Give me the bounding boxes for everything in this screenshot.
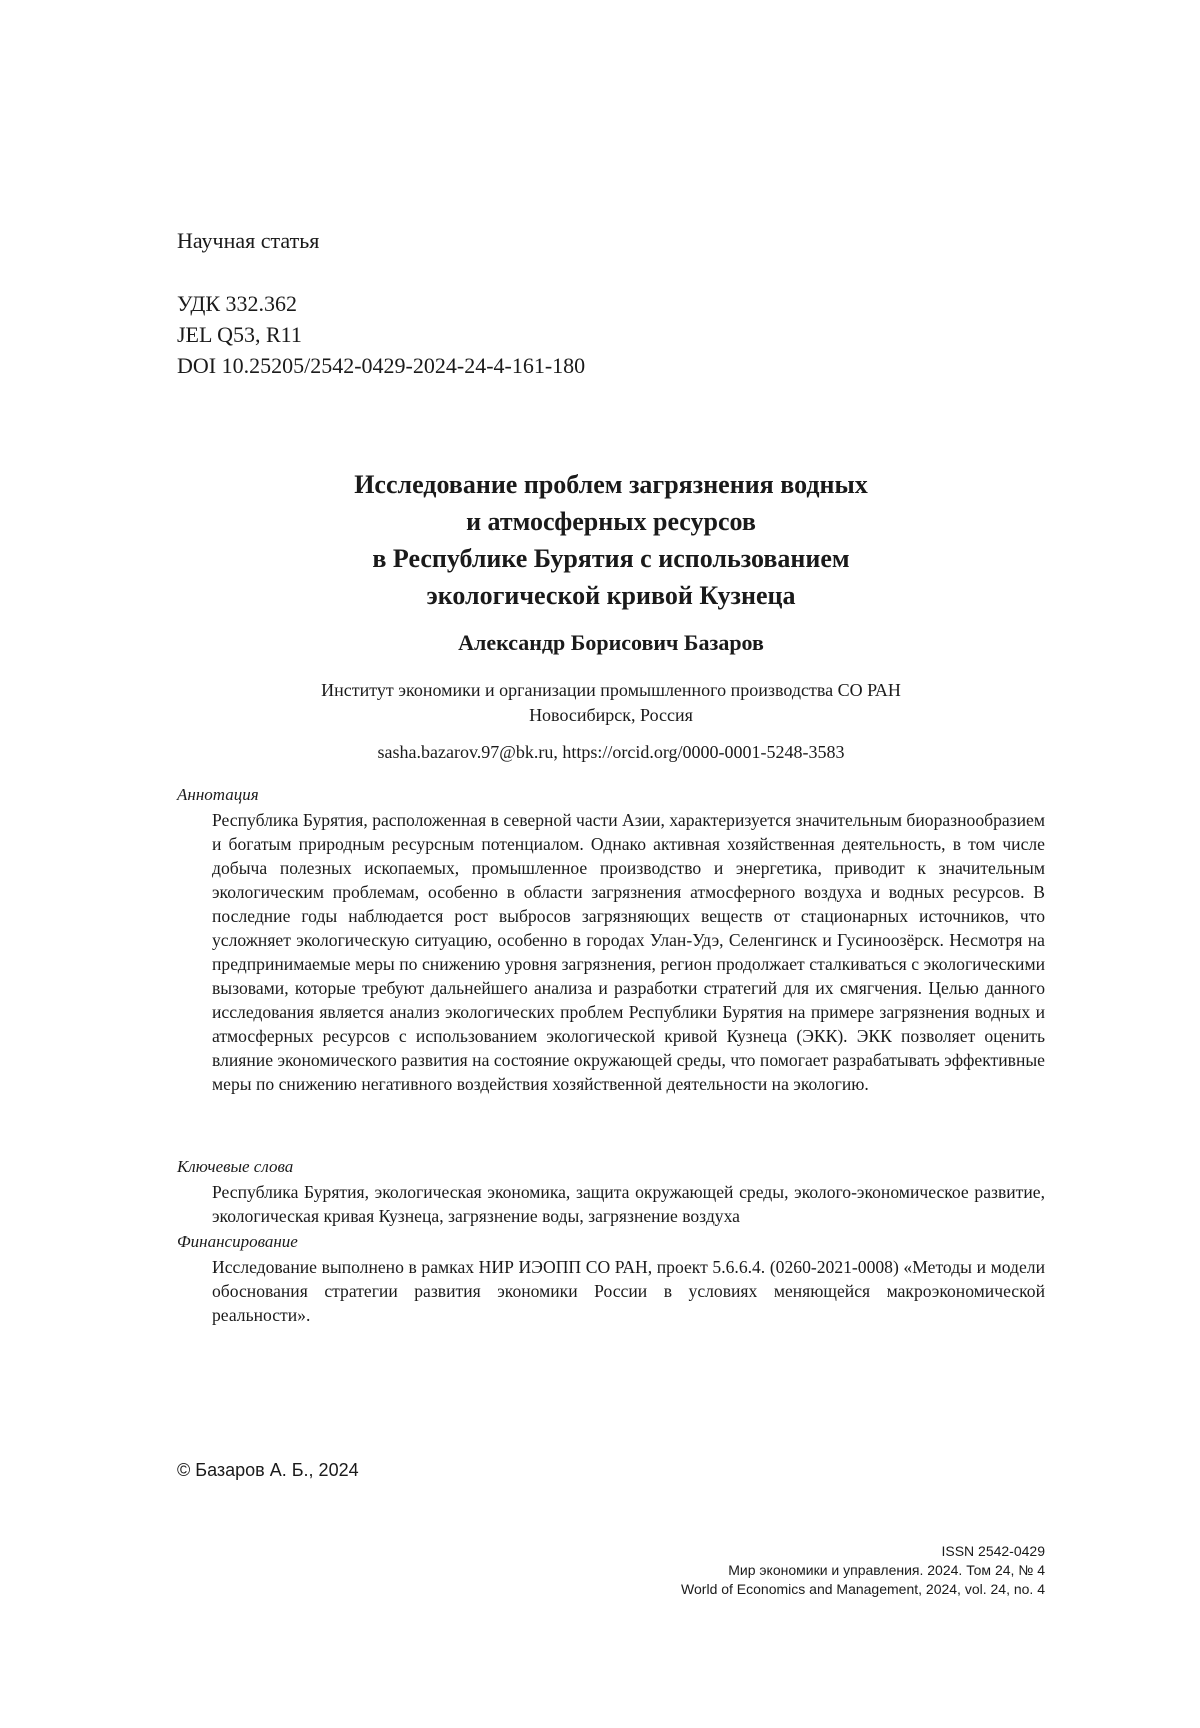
- keywords-label: Ключевые слова: [177, 1157, 294, 1176]
- funding-text: Исследование выполнено в рамках НИР ИЭОПП СО РАН, проект 5.6.6.4. (0260-2021-0008) «Методы и модели обоснования стратегии развития экономики России в условиях меняющейся макроэкономической реальности».: [212, 1257, 1045, 1325]
- keywords-text: Республика Бурятия, экологическая экономика, защита окружающей среды, эколого-экономическое развитие, экологическая кривая Кузнеца, загрязнение воды, загрязнение воздуха: [212, 1182, 1045, 1226]
- article-metadata: [177, 288, 585, 381]
- jel-code: JEL Q53, R11: [177, 322, 302, 347]
- journal-name-ru: Мир экономики и управления. 2024. Том 24, № 4: [728, 1562, 1045, 1578]
- affiliation: [177, 678, 1045, 728]
- abstract-label: Аннотация: [177, 785, 259, 804]
- copyright-notice: © Базаров А. Б., 2024: [177, 1460, 359, 1480]
- doi: DOI 10.25205/2542-0429-2024-24-4-161-180: [177, 353, 586, 378]
- journal-name-en: World of Economics and Management, 2024, vol. 24, no. 4: [681, 1581, 1045, 1597]
- journal-footer: [681, 1542, 1045, 1599]
- article-title: [177, 466, 1045, 614]
- funding-label: Финансирование: [177, 1232, 298, 1251]
- title-line: в Республике Бурятия с использованием: [372, 544, 850, 573]
- udc-code: УДК 332.362: [177, 291, 298, 316]
- issn: ISSN 2542-0429: [941, 1543, 1045, 1559]
- author-name: Александр Борисович Базаров: [458, 630, 764, 655]
- title-line: Исследование проблем загрязнения водных: [354, 470, 868, 499]
- abstract-text: Республика Бурятия, расположенная в северной части Азии, характеризуется значительным биоразнообразием и богатым природным ресурсным потенциалом. Однако активная хозяйственная деятельность, в том числе добыча полезных ископаемых, промышленное производство и энергетика, приводит к значительным экологическим проблемам, особенно в области загрязнения атмосферного воздуха и водных ресурсов. В последние годы наблюдается рост выбросов загрязняющих веществ от стационарных источников, что усложняет экологическую ситуацию, особенно в городах Улан-Удэ, Селенгинск и Гусиноозёрск. Несмотря на предпринимаемые меры по снижению уровня загрязнения, регион продолжает сталкиваться с экологическими вызовами, которые требуют дальнейшего анализа и разработки стратегий для их смягчения. Целью данного исследования является анализ экологических проблем Республики Бурятия на примере загрязнения водных и атмосферных ресурсов с использованием экологической кривой Кузнеца (ЭКК). ЭКК позволяет оценить влияние экономического развития на состояние окружающей среды, что помогает разрабатывать эффективные меры по снижению негативного воздействия хозяйственной деятельности на экологию.: [212, 810, 1045, 1094]
- affiliation-location: Новосибирск, Россия: [529, 705, 693, 725]
- article-type: Научная статья: [177, 228, 320, 253]
- affiliation-institution: Институт экономики и организации промышленного производства СО РАН: [321, 680, 901, 700]
- title-line: экологической кривой Кузнеца: [426, 581, 796, 610]
- author-contact: sasha.bazarov.97@bk.ru, https://orcid.org/0000-0001-5248-3583: [377, 742, 845, 762]
- title-line: и атмосферных ресурсов: [466, 507, 756, 536]
